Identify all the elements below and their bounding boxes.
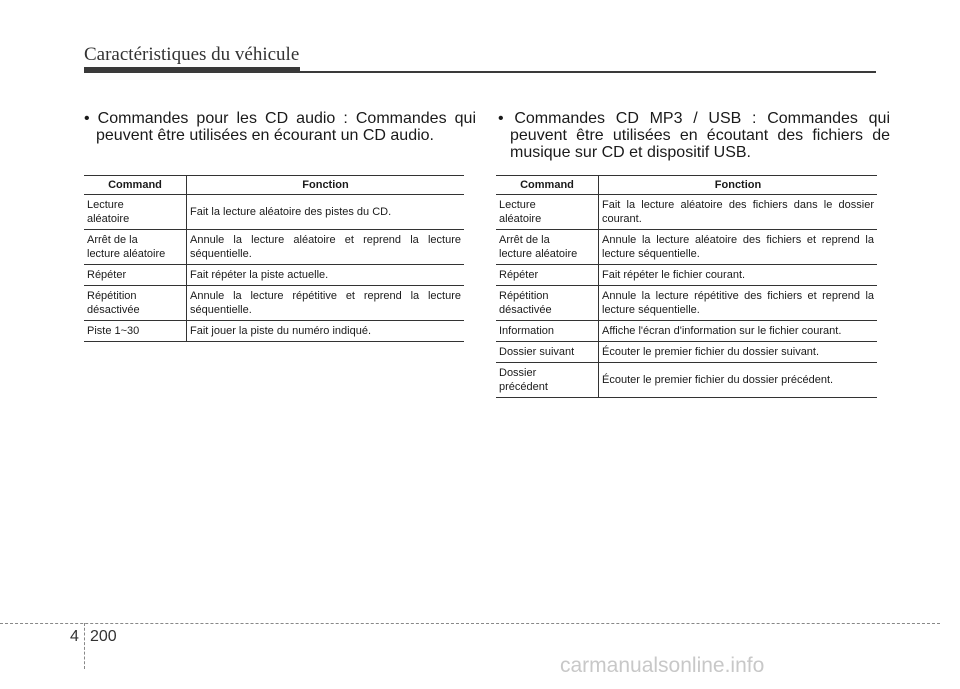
- function-cell: Annule la lecture aléatoire et reprend la lecture séquentielle.: [187, 230, 465, 265]
- function-cell: Écouter le premier fichier du dossier précédent.: [599, 363, 878, 398]
- command-cell: Arrêt de la lecture aléatoire: [496, 230, 599, 265]
- table-row: [496, 342, 877, 363]
- watermark: carmanualsonline.info: [560, 654, 765, 677]
- table-row: [496, 265, 877, 286]
- command-cell: Répétition désactivée: [84, 286, 187, 321]
- intro-mp3-usb: • Commandes CD MP3 / USB : Commandes qui peuvent être utilisées en écoutant des fichiers de musique sur CD et dispositif USB.: [498, 110, 890, 161]
- table-header-row: [84, 176, 464, 195]
- function-cell: Fait la lecture aléatoire des fichiers dans le dossier courant.: [599, 195, 878, 230]
- footer-divider: [84, 623, 85, 669]
- command-cell: Lecture aléatoire: [84, 195, 187, 230]
- table-row: [84, 321, 464, 342]
- header-bar: [84, 67, 300, 73]
- command-cell: Dossier suivant: [496, 342, 599, 363]
- column-header-function: Fonction: [187, 176, 465, 195]
- table-row: [496, 230, 877, 265]
- command-cell: Répétition désactivée: [496, 286, 599, 321]
- table-row: [84, 230, 464, 265]
- function-cell: Annule la lecture aléatoire des fichiers et reprend la lecture séquentielle.: [599, 230, 878, 265]
- table-header-row: [496, 176, 877, 195]
- command-cell: Répéter: [496, 265, 599, 286]
- table-row: [496, 363, 877, 398]
- command-cell: Information: [496, 321, 599, 342]
- function-cell: Fait jouer la piste du numéro indiqué.: [187, 321, 465, 342]
- command-cell: Lecture aléatoire: [496, 195, 599, 230]
- page-number: 200: [90, 628, 117, 645]
- command-cell: Répéter: [84, 265, 187, 286]
- header-rule: [300, 71, 876, 73]
- function-cell: Écouter le premier fichier du dossier suivant.: [599, 342, 878, 363]
- command-cell: Piste 1~30: [84, 321, 187, 342]
- function-cell: Fait répéter le fichier courant.: [599, 265, 878, 286]
- function-cell: Affiche l'écran d'information sur le fichier courant.: [599, 321, 878, 342]
- table-row: [84, 195, 464, 230]
- function-cell: Fait répéter la piste actuelle.: [187, 265, 465, 286]
- table-row: [496, 195, 877, 230]
- table-row: [496, 321, 877, 342]
- function-cell: Annule la lecture répétitive et reprend la lecture séquentielle.: [187, 286, 465, 321]
- page-title: Caractéristiques du véhicule: [84, 44, 300, 65]
- mp3-usb-commands-table: [496, 175, 877, 398]
- column-header-command: Command: [496, 176, 599, 195]
- cd-audio-commands-table: [84, 175, 464, 342]
- table-row: [84, 286, 464, 321]
- function-cell: Fait la lecture aléatoire des pistes du CD.: [187, 195, 465, 230]
- chapter-number: 4: [70, 628, 79, 645]
- footer-rule: [0, 623, 940, 624]
- column-header-function: Fonction: [599, 176, 878, 195]
- intro-cd-audio: • Commandes pour les CD audio : Commandes qui peuvent être utilisées en écourant un CD audio.: [84, 110, 476, 144]
- table-row: [84, 265, 464, 286]
- function-cell: Annule la lecture répétitive des fichiers et reprend la lecture séquentielle.: [599, 286, 878, 321]
- command-cell: Dossier précédent: [496, 363, 599, 398]
- table-row: [496, 286, 877, 321]
- command-cell: Arrêt de la lecture aléatoire: [84, 230, 187, 265]
- column-header-command: Command: [84, 176, 187, 195]
